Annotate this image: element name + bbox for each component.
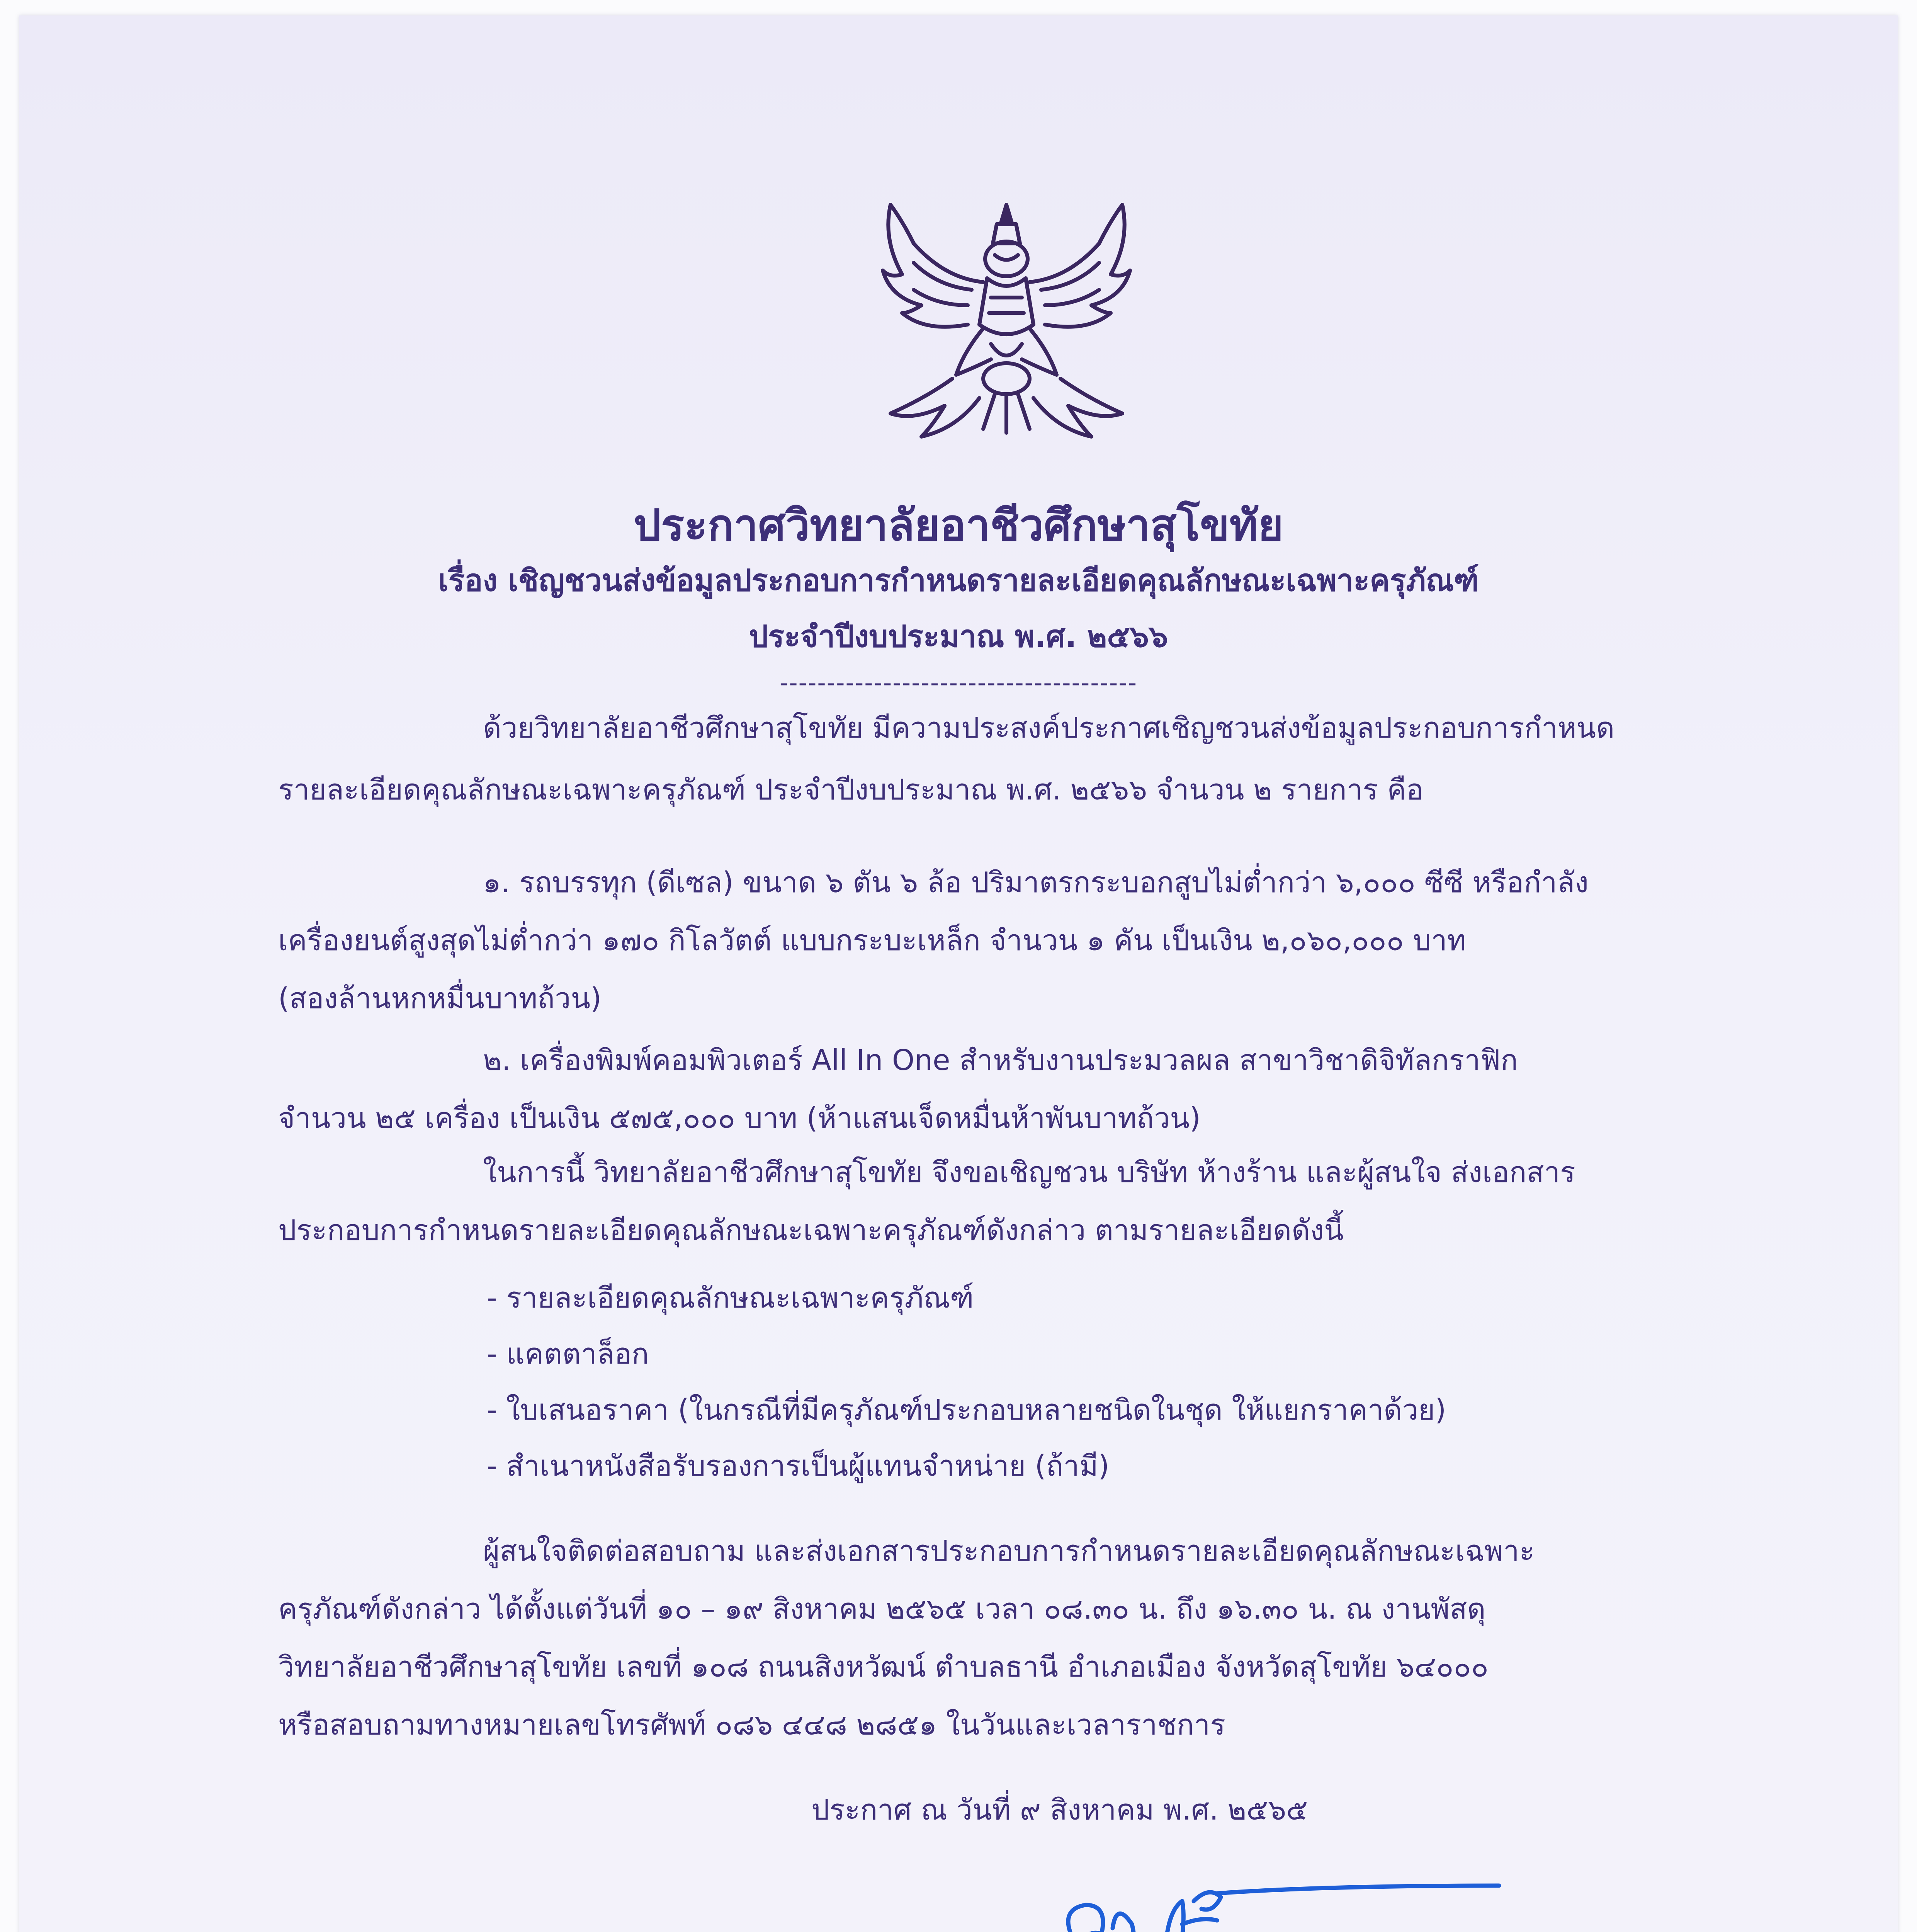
item-1-line-1: ๑. รถบรรทุก (ดีเซล) ขนาด ๖ ตัน ๖ ล้อ ปริมาตรกระบอกสูบไม่ต่ำกว่า ๖,๐๐๐ ซีซี หรือกำลัง [483, 866, 1589, 899]
announcement-title: ประกาศวิทยาลัยอาชีวศึกษาสุโขทัย [634, 500, 1283, 551]
requirement-item: - แคตตาล็อก [487, 1337, 649, 1371]
contact-line-1: ผู้สนใจติดต่อสอบถาม และส่งเอกสารประกอบการกำหนดรายละเอียดคุณลักษณะเฉพาะ [483, 1534, 1535, 1568]
item-1-line-3: (สองล้านหกหมื่นบาทถ้วน) [278, 982, 602, 1015]
handwritten-signature-icon [1055, 1878, 1511, 1932]
subject-fiscal-year: ประจำปีงบประมาณ พ.ศ. ๒๕๖๖ [749, 619, 1168, 654]
invite-line-2: ประกอบการกำหนดรายละเอียดคุณลักษณะเฉพาะครุภัณฑ์ดังกล่าว ตามรายละเอียดดังนี้ [278, 1214, 1344, 1247]
requirement-item: - สำเนาหนังสือรับรองการเป็นผู้แทนจำหน่าย (ถ้ามี) [487, 1449, 1110, 1483]
requirement-item: - รายละเอียดคุณลักษณะเฉพาะครุภัณฑ์ [487, 1281, 974, 1315]
item-2-line-1: ๒. เครื่องพิมพ์คอมพิวเตอร์ All In One สำหรับงานประมวลผล สาขาวิชาดิจิทัลกราฟิก [483, 1044, 1518, 1077]
intro-line-1: ด้วยวิทยาลัยอาชีวศึกษาสุโขทัย มีความประสงค์ประกาศเชิญชวนส่งข้อมูลประกอบการกำหนด [483, 711, 1615, 745]
requirement-item: - ใบเสนอราคา (ในกรณีที่มีครุภัณฑ์ประกอบหลายชนิดในชุด ให้แยกราคาด้วย) [487, 1393, 1446, 1427]
garuda-emblem-icon [867, 197, 1145, 444]
contact-line-2: ครุภัณฑ์ดังกล่าว ได้ตั้งแต่วันที่ ๑๐ – ๑๙ สิงหาคม ๒๕๖๕ เวลา ๐๘.๓๐ น. ถึง ๑๖.๓๐ น. ณ งานพัสดุ [278, 1592, 1486, 1626]
item-2-line-2: จำนวน ๒๕ เครื่อง เป็นเงิน ๕๗๕,๐๐๐ บาท (ห้าแสนเจ็ดหมื่นห้าพันบาทถ้วน) [278, 1102, 1201, 1135]
subject-line: เรื่อง เชิญชวนส่งข้อมูลประกอบการกำหนดรายละเอียดคุณลักษณะเฉพาะครุภัณฑ์ [438, 563, 1479, 598]
item-1-line-2: เครื่องยนต์สูงสุดไม่ต่ำกว่า ๑๗๐ กิโลวัตต์ แบบกระบะเหล็ก จำนวน ๑ คัน เป็นเงิน ๒,๐๖๐,๐๐๐ บาท [278, 924, 1466, 957]
invite-line-1: ในการนี้ วิทยาลัยอาชีวศึกษาสุโขทัย จึงขอเชิญชวน บริษัท ห้างร้าน และผู้สนใจ ส่งเอกสาร [483, 1156, 1575, 1189]
contact-line-3: วิทยาลัยอาชีวศึกษาสุโขทัย เลขที่ ๑๐๘ ถนนสิงหวัฒน์ ตำบลธานี อำเภอเมือง จังหวัดสุโขทัย ๖๔๐๐๐ [278, 1650, 1489, 1684]
document-page [19, 15, 1898, 1932]
separator-line: -------------------------------------- [779, 668, 1138, 697]
contact-line-4: หรือสอบถามทางหมายเลขโทรศัพท์ ๐๘๖ ๔๔๘ ๒๘๕๑ ในวันและเวลาราชการ [278, 1708, 1225, 1742]
announcement-date: ประกาศ ณ วันที่ ๙ สิงหาคม พ.ศ. ๒๕๖๕ [811, 1793, 1308, 1827]
intro-line-2: รายละเอียดคุณลักษณะเฉพาะครุภัณฑ์ ประจำปีงบประมาณ พ.ศ. ๒๕๖๖ จำนวน ๒ รายการ คือ [278, 773, 1424, 806]
